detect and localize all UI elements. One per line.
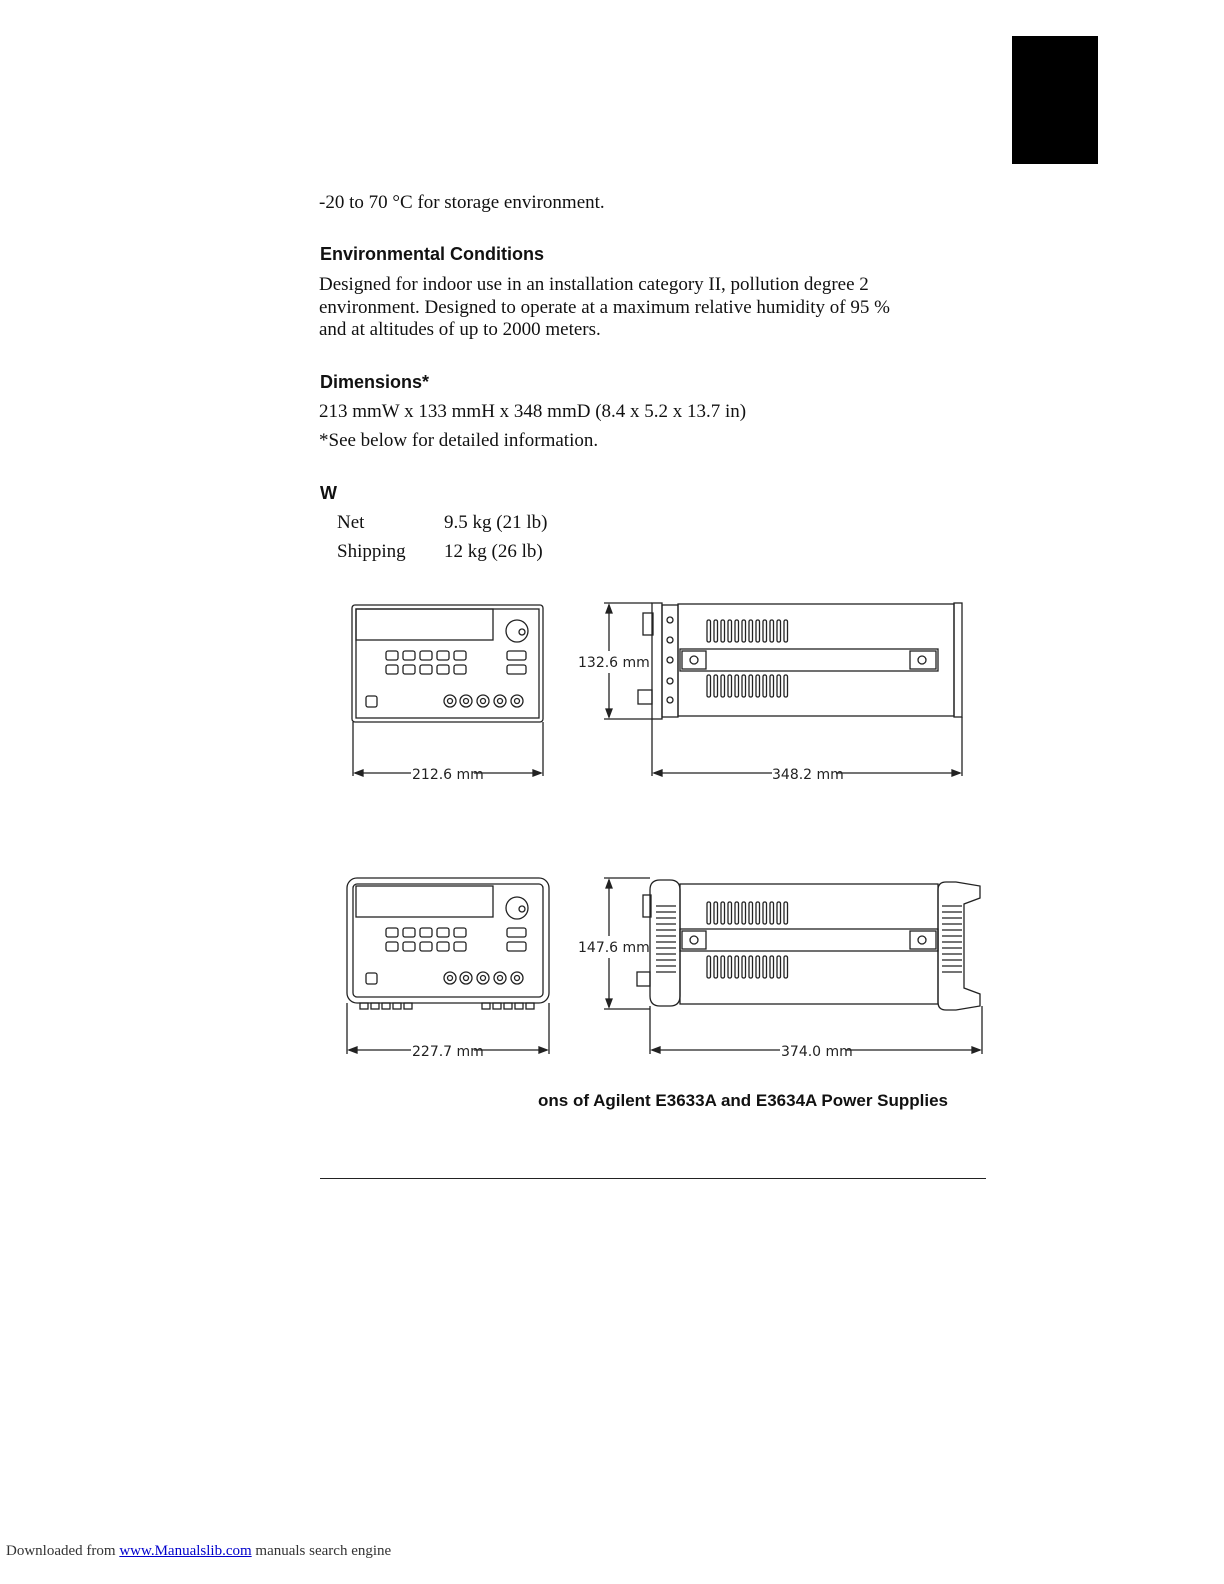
front-keypad [386,651,526,674]
manualslib-link[interactable]: www.Manualslib.com [119,1543,252,1559]
top-width-label: 212.6 mm [412,767,484,783]
e3634a-front-view [347,878,549,1054]
e3633a-front-view [352,605,543,776]
e3633a-side-view [604,603,962,776]
footer-suffix: manuals search engine [251,1543,392,1559]
bottom-height-label: 147.6 mm [578,940,650,956]
dimensions-heading: Dimensions* [320,372,430,392]
side-vents [707,620,788,697]
dimensions-note: *See below for detailed information. [319,430,599,451]
storage-temperature-line: -20 to 70 °C for storage environment. [319,192,605,213]
environmental-line-3: and at altitudes of up to 2000 meters. [319,319,601,340]
environmental-line-2: environment. Designed to operate at a maximum relative humidity of 95 % [319,297,890,318]
bottom-width-label: 227.7 mm [412,1044,484,1060]
figure-caption: ons of Agilent E3633A and E3634A Power Supplies [538,1091,949,1110]
weight-net-label: Net [337,512,365,533]
bottom-depth-label: 374.0 mm [781,1044,853,1060]
front-terminals [444,695,523,707]
e3634a-side-view [604,878,982,1054]
weight-shipping-label: Shipping [337,541,406,562]
environmental-heading: Environmental Conditions [320,244,545,264]
bottom-rule [320,1178,986,1179]
side-handle-right-grips [942,906,962,972]
download-footer [6,1543,391,1560]
weight-shipping-value: 12 kg (26 lb) [444,541,543,562]
top-height-label: 132.6 mm [578,655,650,671]
weight-heading: W [320,483,337,503]
side-handle-left-grips [656,906,676,972]
footer-prefix: Downloaded from [6,1543,120,1559]
top-depth-label: 348.2 mm [772,767,844,783]
weight-net-value: 9.5 kg (21 lb) [444,512,548,533]
front-feet [360,1003,534,1009]
dimensions-value: 213 mmW x 133 mmH x 348 mmD (8.4 x 5.2 x 13.7 in) [319,401,747,422]
environmental-line-1: Designed for indoor use in an installation category II, pollution degree 2 [319,274,869,295]
